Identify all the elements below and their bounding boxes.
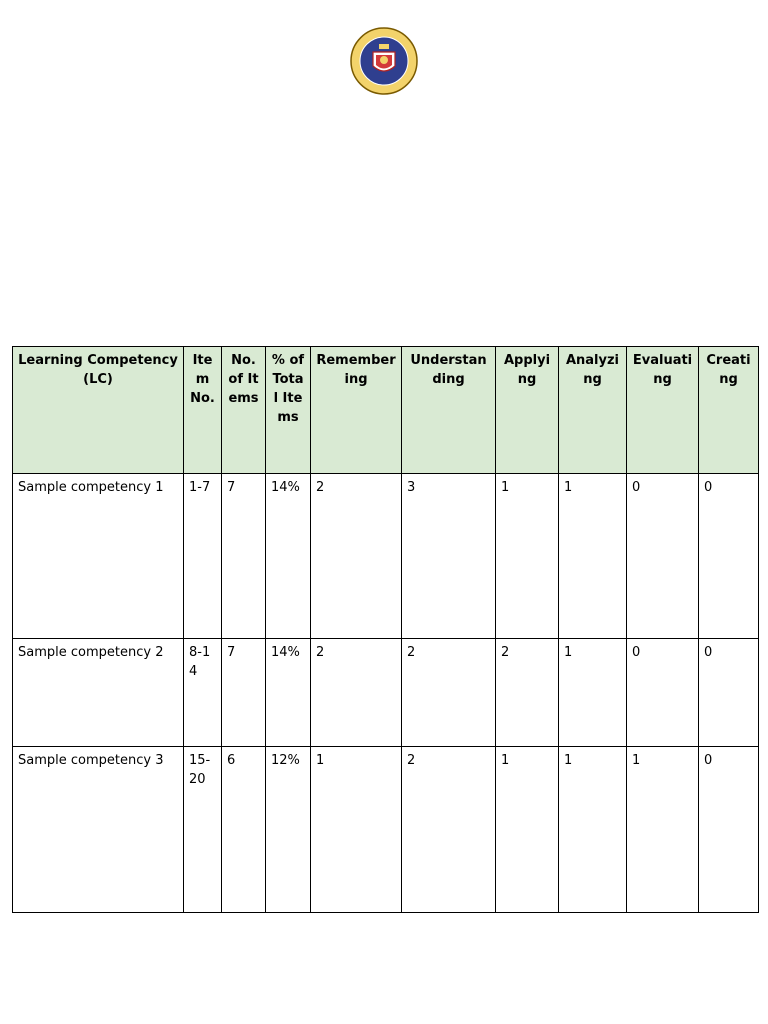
cell-lc-text: Sample competency 1 (18, 480, 164, 495)
cell-analyzing: 1 (559, 747, 627, 913)
table-row (13, 474, 759, 639)
cell-no-of-items: 7 (222, 639, 266, 747)
cell-lc-text: Sample competency 3 (18, 753, 164, 768)
table-of-specifications (12, 346, 759, 913)
col-header-understanding: Understanding (402, 347, 496, 474)
cell-percent: 12% (266, 747, 311, 913)
col-header-applying: Applying (496, 347, 559, 474)
cell-creating: 0 (699, 639, 759, 747)
table-row (13, 639, 759, 747)
cell-percent: 14% (266, 474, 311, 639)
cell-applying: 1 (496, 747, 559, 913)
cell-analyzing: 1 (559, 474, 627, 639)
cell-evaluating: 0 (627, 474, 699, 639)
cell-no-of-items: 7 (222, 474, 266, 639)
cell-lc-text: Sample competency 2 (18, 645, 164, 660)
cell-evaluating: 0 (627, 639, 699, 747)
cell-remembering: 2 (311, 639, 402, 747)
cell-percent: 14% (266, 639, 311, 747)
col-header-lc: Learning Competency (LC) (13, 347, 184, 474)
document-header (0, 0, 768, 96)
col-header-creating: Creating (699, 347, 759, 474)
cell-evaluating: 1 (627, 747, 699, 913)
table-row (13, 747, 759, 913)
cell-no-of-items: 6 (222, 747, 266, 913)
deped-seal-icon (349, 26, 419, 96)
cell-analyzing: 1 (559, 639, 627, 747)
cell-lc (13, 639, 184, 747)
col-header-no-of-items: No. of Items (222, 347, 266, 474)
col-header-percent: % of Total Items (266, 347, 311, 474)
cell-applying: 2 (496, 639, 559, 747)
cell-understanding: 3 (402, 474, 496, 639)
cell-understanding: 2 (402, 639, 496, 747)
col-header-remembering: Remembering (311, 347, 402, 474)
cell-remembering: 2 (311, 474, 402, 639)
cell-creating: 0 (699, 474, 759, 639)
cell-remembering: 1 (311, 747, 402, 913)
table-header-row (13, 347, 759, 474)
cell-lc (13, 747, 184, 913)
col-header-item-no: Item No. (184, 347, 222, 474)
cell-understanding: 2 (402, 747, 496, 913)
col-header-evaluating: Evaluating (627, 347, 699, 474)
cell-item-no: 1-7 (184, 474, 222, 639)
cell-item-no: 15-20 (184, 747, 222, 913)
cell-creating: 0 (699, 747, 759, 913)
cell-item-no: 8-14 (184, 639, 222, 747)
cell-applying: 1 (496, 474, 559, 639)
cell-lc (13, 474, 184, 639)
col-header-analyzing: Analyzing (559, 347, 627, 474)
